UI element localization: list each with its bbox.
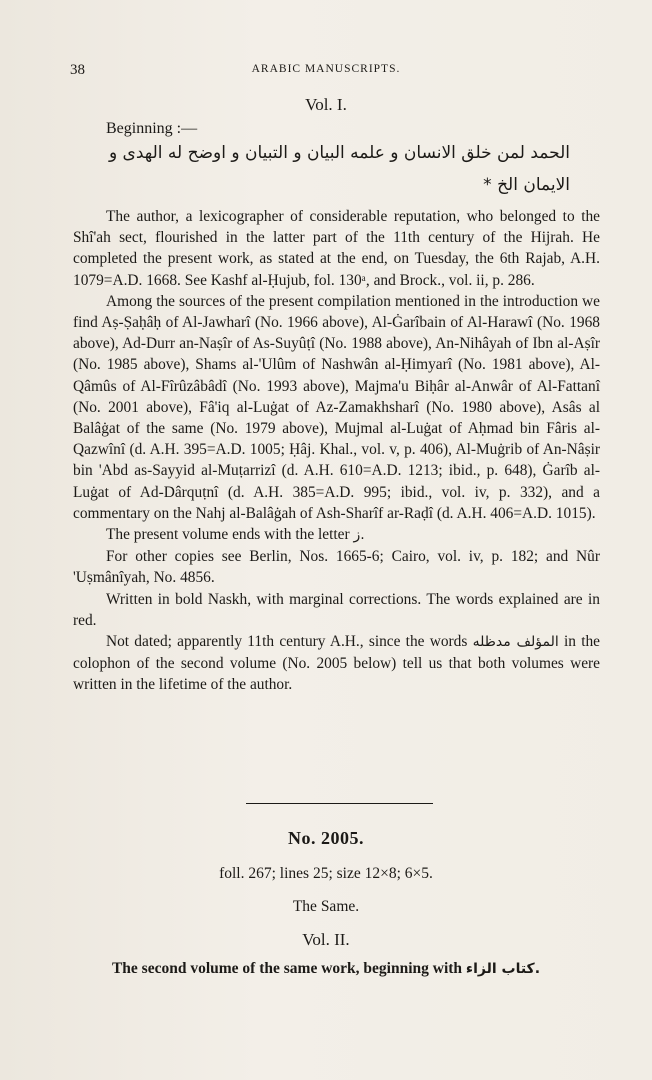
entry-number-heading: No. 2005. bbox=[288, 828, 364, 848]
author-paragraph: The author, a lexicographer of considerable reputation, who belonged to the Shî'ah sect, flourished in the latter part of the 11th century of the Hijrah. He completed the present work, as stated at the end, on Tuesday, the 6th Rajab, A.H. 1079=A.D. 1668. See Kashf al-Ḥujub, fol. 130ᵃ, and Brock., vol. ii, p. 286. bbox=[73, 208, 600, 289]
dating-text: Not dated; apparently 11th century A.H., since the words bbox=[106, 633, 468, 651]
sources-paragraph: Among the sources of the present compilation mentioned in the introduction we find Aṣ-Ṣaḥâḥ of Al-Jawharî (No. 1966 above), Al-Ġarîbain of Al-Harawî (No. 1968 above), Ad-Durr an-Naṣîr of As-Suyûṭî (No. 1988 above), An-Nihâyah of Ibn al-Aṣîr (No. 1985 above), Shams al-'Ulûm of Nashwân al-Ḥimyarî (No. 1981 above), Al-Qâmûs of Al-Fîrûzâbâdî (No. 1993 above), Majma'u Biḥâr al-Anwâr of Al-Fattanî (No. 2001 above), Fâ'iq al-Luġat of Az-Zamakhsharî (No. 1980 above), Asâs al Balâġat of the same (No. 1979 above), Mujmal al-Luġat of Aḥmad bin Fâris al-Qazwînî (d. A.H. 395=A.D. 1005; Ḥâj. Khal., vol. v, p. 406), Al-Muġrib of An-Nâṣir bin 'Abd as-Sayyid al-Muṭarrizî (d. A.H. 610=A.D. 1213; ibid., p. 648), Ġarîb al-Luġat of Ad-Dârquṭnî (d. A.H. 385=A.D. 995; ibid., vol. iv, p. 332), and a commentary on the Nahj al-Balâġah of Ash-Sharîf ar-Raḍî (d. A.H. 406=A.D. 1015). bbox=[73, 292, 600, 522]
second-volume-arabic: كتاب الزاء. bbox=[465, 961, 541, 977]
second-volume-text: The second volume of the same work, beginning with bbox=[111, 960, 463, 977]
page-number: 38 bbox=[70, 62, 85, 78]
section-divider bbox=[246, 803, 433, 804]
folio-description: foll. 267; lines 25; size 12×8; 6×5. bbox=[219, 865, 433, 882]
entry-title: The Same. bbox=[292, 898, 360, 915]
running-head: ARABIC MANUSCRIPTS. bbox=[251, 63, 401, 75]
arabic-beginning-line-1: الحمد لمن خلق الانسان و علمه البيان و التبيان و اوضح له الهدى و bbox=[108, 143, 570, 163]
arabic-beginning-line-2: الايمان الخ * bbox=[483, 175, 570, 195]
second-volume-beginning bbox=[0, 960, 652, 978]
ending-letter-arabic: ز. bbox=[353, 527, 365, 544]
ending-letter-paragraph bbox=[73, 524, 600, 546]
volume-two-heading: Vol. II. bbox=[302, 930, 350, 949]
dating-paragraph bbox=[73, 631, 600, 696]
volume-one-heading: Vol. I. bbox=[305, 95, 347, 114]
ending-letter-text: The present volume ends with the letter bbox=[106, 526, 350, 544]
dating-text-continued: in the colophon of the second volume (No. 2005 below) tell us that both volumes were written in the lifetime of the author. bbox=[73, 633, 600, 694]
colophon-arabic-words: المؤلف مدظله bbox=[472, 634, 559, 651]
other-copies-paragraph: For other copies see Berlin, Nos. 1665-6; Cairo, vol. iv, p. 182; and Nûr 'Uṣmânîyah, No. 4856. bbox=[73, 548, 600, 587]
beginning-label: Beginning :— bbox=[106, 120, 198, 137]
description-body bbox=[73, 206, 600, 696]
script-paragraph: Written in bold Naskh, with marginal corrections. The words explained are in red. bbox=[73, 590, 600, 629]
